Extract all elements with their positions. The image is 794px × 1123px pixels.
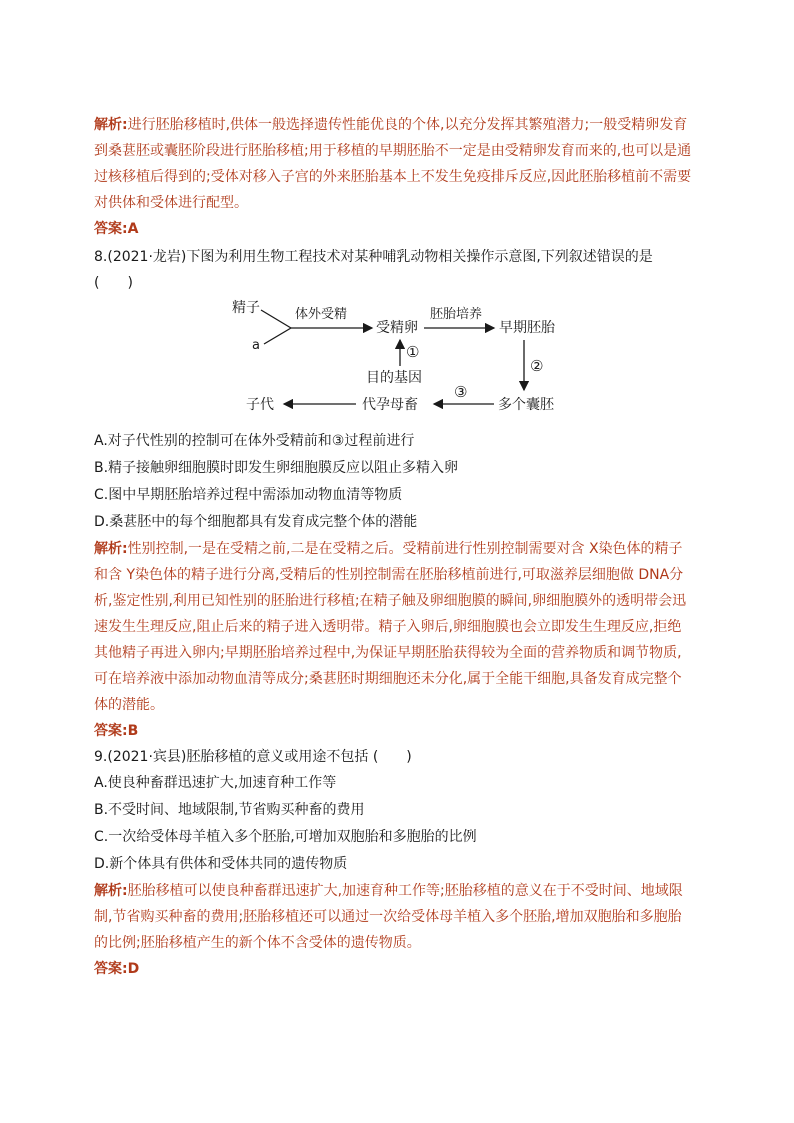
q9-title bbox=[94, 744, 694, 770]
question-text: 9.(2021·宾县)胚胎移植的意义或用途不包括 bbox=[94, 749, 369, 765]
blastocysts-label: 多个囊胚 bbox=[498, 397, 554, 413]
zygote-label: 受精卵 bbox=[376, 320, 418, 336]
a-line bbox=[264, 328, 291, 344]
q9-analysis bbox=[94, 878, 694, 956]
document-page bbox=[94, 112, 694, 982]
answer-value: A bbox=[127, 221, 139, 237]
q8-option-d: D.桑葚胚中的每个细胞都具有发育成完整个体的潜能 bbox=[94, 514, 418, 530]
sperm-label: 精子 bbox=[232, 300, 260, 316]
flow-diagram bbox=[94, 298, 694, 428]
analysis-text: 性别控制,一是在受精之前,二是在受精之后。受精前进行性别控制需要对含 X染色体的精子和含 Y染色体的精子进行分离,受精后的性别控制需在胚胎移植前进行,可取滋养层细胞做 DNA分析,鉴定性别,利用已知性别的胚胎进行移植;在精子触及卵细胞膜的瞬间,卵细胞膜外的透明带会迅速发生生理反应,阻止后来的精子进入透明带。精子入卵后,卵细胞膜也会立即发生生理反应,拒绝其他精子再进入卵内;早期胚胎培养过程中,为保证早期胚胎获得较为全面的营养物质和调节物质,可在培养液中添加动物血清等成分;桑葚胚时期细胞还未分化,属于全能干细胞,具备发育成完整个体的潜能。 bbox=[94, 541, 687, 713]
analysis-text: 胚胎移植可以使良种畜群迅速扩大,加速育种工作等;胚胎移植的意义在于不受时间、地域限制,节省购买种畜的费用;胚胎移植还可以通过一次给受体母羊植入多个胚胎,增加双胞胎和多胞胎的比例;胚胎移植产生的新个体不含受体的遗传物质。 bbox=[94, 883, 683, 951]
answer-label: 答案: bbox=[94, 221, 128, 237]
answer-value: D bbox=[127, 961, 140, 977]
q8-title bbox=[94, 244, 694, 270]
answer-blank: ( ) bbox=[372, 749, 412, 765]
step1-label: ① bbox=[406, 343, 420, 361]
analysis-label: 解析: bbox=[94, 117, 128, 133]
q9-option-a: A.使良种畜群迅速扩大,加速育种工作等 bbox=[94, 775, 337, 791]
q8-blank bbox=[94, 270, 694, 296]
step3-label: ③ bbox=[454, 383, 468, 401]
q9-option-c: C.一次给受体母羊植入多个胚胎,可增加双胞胎和多胞胎的比例 bbox=[94, 829, 477, 845]
answer-blank: ( ) bbox=[94, 275, 133, 291]
q8-analysis bbox=[94, 536, 694, 718]
analysis-text: 进行胚胎移植时,供体一般选择遗传性能优良的个体,以充分发挥其繁殖潜力;一般受精卵发育到桑葚胚或囊胚阶段进行胚胎移植;用于移植的早期胚胎不一定是由受精卵发育而来的,也可以是通过核移植后得到的;受体对移入子宫的外来胚胎基本上不发生免疫排斥反应,因此胚胎移植前不需要对供体和受体进行配型。 bbox=[94, 117, 692, 211]
q8-option-a: A.对子代性别的控制可在体外受精前和③过程前进行 bbox=[94, 433, 415, 449]
target-gene-label: 目的基因 bbox=[366, 370, 422, 386]
sperm-line bbox=[261, 310, 291, 328]
answer-label: 答案: bbox=[94, 723, 128, 739]
q9-answer bbox=[94, 956, 694, 982]
answer-label: 答案: bbox=[94, 961, 128, 977]
q9-option-b: B.不受时间、地域限制,节省购买种畜的费用 bbox=[94, 802, 365, 818]
offspring-label: 子代 bbox=[246, 397, 274, 413]
analysis-label: 解析: bbox=[94, 883, 128, 899]
q8-option-b: B.精子接触卵细胞膜时即发生卵细胞膜反应以阻止多精入卵 bbox=[94, 460, 459, 476]
answer-value: B bbox=[127, 723, 139, 739]
question-text: 8.(2021·龙岩)下图为利用生物工程技术对某种哺乳动物相关操作示意图,下列叙述错误的是 bbox=[94, 249, 653, 265]
step2-label: ② bbox=[530, 357, 544, 375]
q7-answer bbox=[94, 216, 694, 242]
q9-option-d: D.新个体具有供体和受体共同的遗传物质 bbox=[94, 856, 348, 872]
a-label: a bbox=[252, 338, 260, 353]
ivf-label: 体外受精 bbox=[295, 307, 348, 322]
surrogate-label: 代孕母畜 bbox=[362, 397, 418, 413]
early-embryo-label: 早期胚胎 bbox=[499, 320, 555, 336]
culture-label: 胚胎培养 bbox=[430, 307, 483, 322]
q7-analysis bbox=[94, 112, 694, 216]
q8-answer bbox=[94, 718, 694, 744]
analysis-label: 解析: bbox=[94, 541, 128, 557]
q8-option-c: C.图中早期胚胎培养过程中需添加动物血清等物质 bbox=[94, 487, 403, 503]
